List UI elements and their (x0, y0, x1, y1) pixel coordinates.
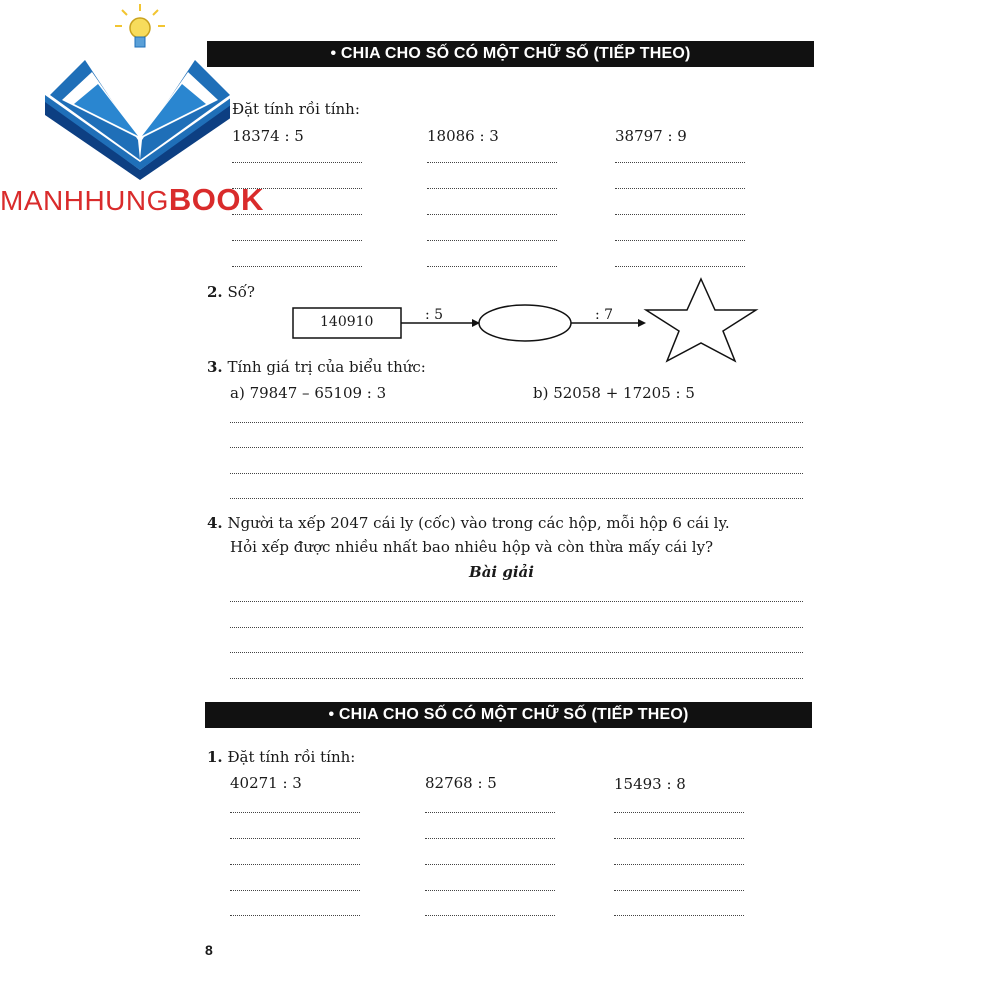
star-answer-slot[interactable] (675, 308, 725, 336)
answer-line[interactable] (614, 915, 744, 916)
section-banner-1: • CHIA CHO SỐ CÓ MỘT CHỮ SỐ (TIẾP THEO) (207, 41, 814, 67)
answer-line[interactable] (232, 266, 362, 267)
answer-line[interactable] (230, 627, 803, 628)
solution-title: Bài giải (469, 563, 534, 581)
answer-line[interactable] (230, 890, 360, 891)
answer-line[interactable] (230, 652, 803, 653)
answer-line[interactable] (230, 601, 803, 602)
start-value: 140910 (320, 314, 374, 330)
answer-line[interactable] (427, 214, 557, 215)
ellipse-answer-slot[interactable] (490, 310, 560, 336)
answer-line[interactable] (614, 812, 744, 813)
answer-line[interactable] (427, 188, 557, 189)
answer-line[interactable] (230, 447, 803, 448)
lightbulb-icon (130, 18, 150, 38)
answer-line[interactable] (427, 240, 557, 241)
answer-line[interactable] (427, 162, 557, 163)
answer-line[interactable] (232, 162, 362, 163)
answer-line[interactable] (232, 240, 362, 241)
answer-line[interactable] (614, 864, 744, 865)
answer-line[interactable] (615, 162, 745, 163)
answer-line[interactable] (614, 890, 744, 891)
s2-ex1-item-2: 82768 : 5 (425, 774, 497, 792)
ex2-heading: 2. Số? (207, 283, 255, 301)
answer-line[interactable] (427, 266, 557, 267)
ex3-heading: 3. Tính giá trị của biểu thức: (207, 358, 426, 376)
answer-line[interactable] (425, 864, 555, 865)
answer-line[interactable] (615, 188, 745, 189)
op2-label: : 7 (595, 307, 614, 323)
answer-line[interactable] (230, 838, 360, 839)
s2-ex1-item-1: 40271 : 3 (230, 774, 302, 792)
ex4-line2: Hỏi xếp được nhiều nhất bao nhiêu hộp và còn thừa mấy cái ly? (230, 538, 714, 556)
answer-line[interactable] (230, 498, 803, 499)
s2-ex1-heading: 1. Đặt tính rồi tính: (207, 748, 356, 766)
answer-line[interactable] (230, 422, 803, 423)
book-logo-icon (40, 0, 230, 180)
answer-line[interactable] (230, 678, 803, 679)
answer-line[interactable] (230, 864, 360, 865)
ex1-item-2: 18086 : 3 (427, 127, 499, 145)
answer-line[interactable] (614, 838, 744, 839)
ex1-item-1: 18374 : 5 (232, 127, 304, 145)
brand-logo-text: MANHHUNGBOOK (0, 182, 264, 217)
answer-line[interactable] (232, 214, 362, 215)
ex3-b: b) 52058 + 17205 : 5 (533, 384, 695, 402)
ex3-a: a) 79847 – 65109 : 3 (230, 384, 387, 402)
ex1-item-3: 38797 : 9 (615, 127, 687, 145)
answer-line[interactable] (425, 890, 555, 891)
ex4-line1: 4. Người ta xếp 2047 cái ly (cốc) vào trong các hộp, mỗi hộp 6 cái ly. (207, 514, 730, 532)
answer-line[interactable] (232, 188, 362, 189)
page-number: 8 (205, 942, 213, 958)
answer-line[interactable] (425, 838, 555, 839)
section-banner-2: • CHIA CHO SỐ CÓ MỘT CHỮ SỐ (TIẾP THEO) (205, 702, 812, 728)
answer-line[interactable] (425, 915, 555, 916)
op1-label: : 5 (425, 307, 444, 323)
answer-line[interactable] (615, 240, 745, 241)
answer-line[interactable] (615, 214, 745, 215)
answer-line[interactable] (615, 266, 745, 267)
s2-ex1-item-3: 15493 : 8 (614, 775, 686, 793)
answer-line[interactable] (230, 915, 360, 916)
answer-line[interactable] (425, 812, 555, 813)
answer-line[interactable] (230, 812, 360, 813)
answer-line[interactable] (230, 473, 803, 474)
ex1-prompt: Đặt tính rồi tính: (232, 100, 360, 118)
